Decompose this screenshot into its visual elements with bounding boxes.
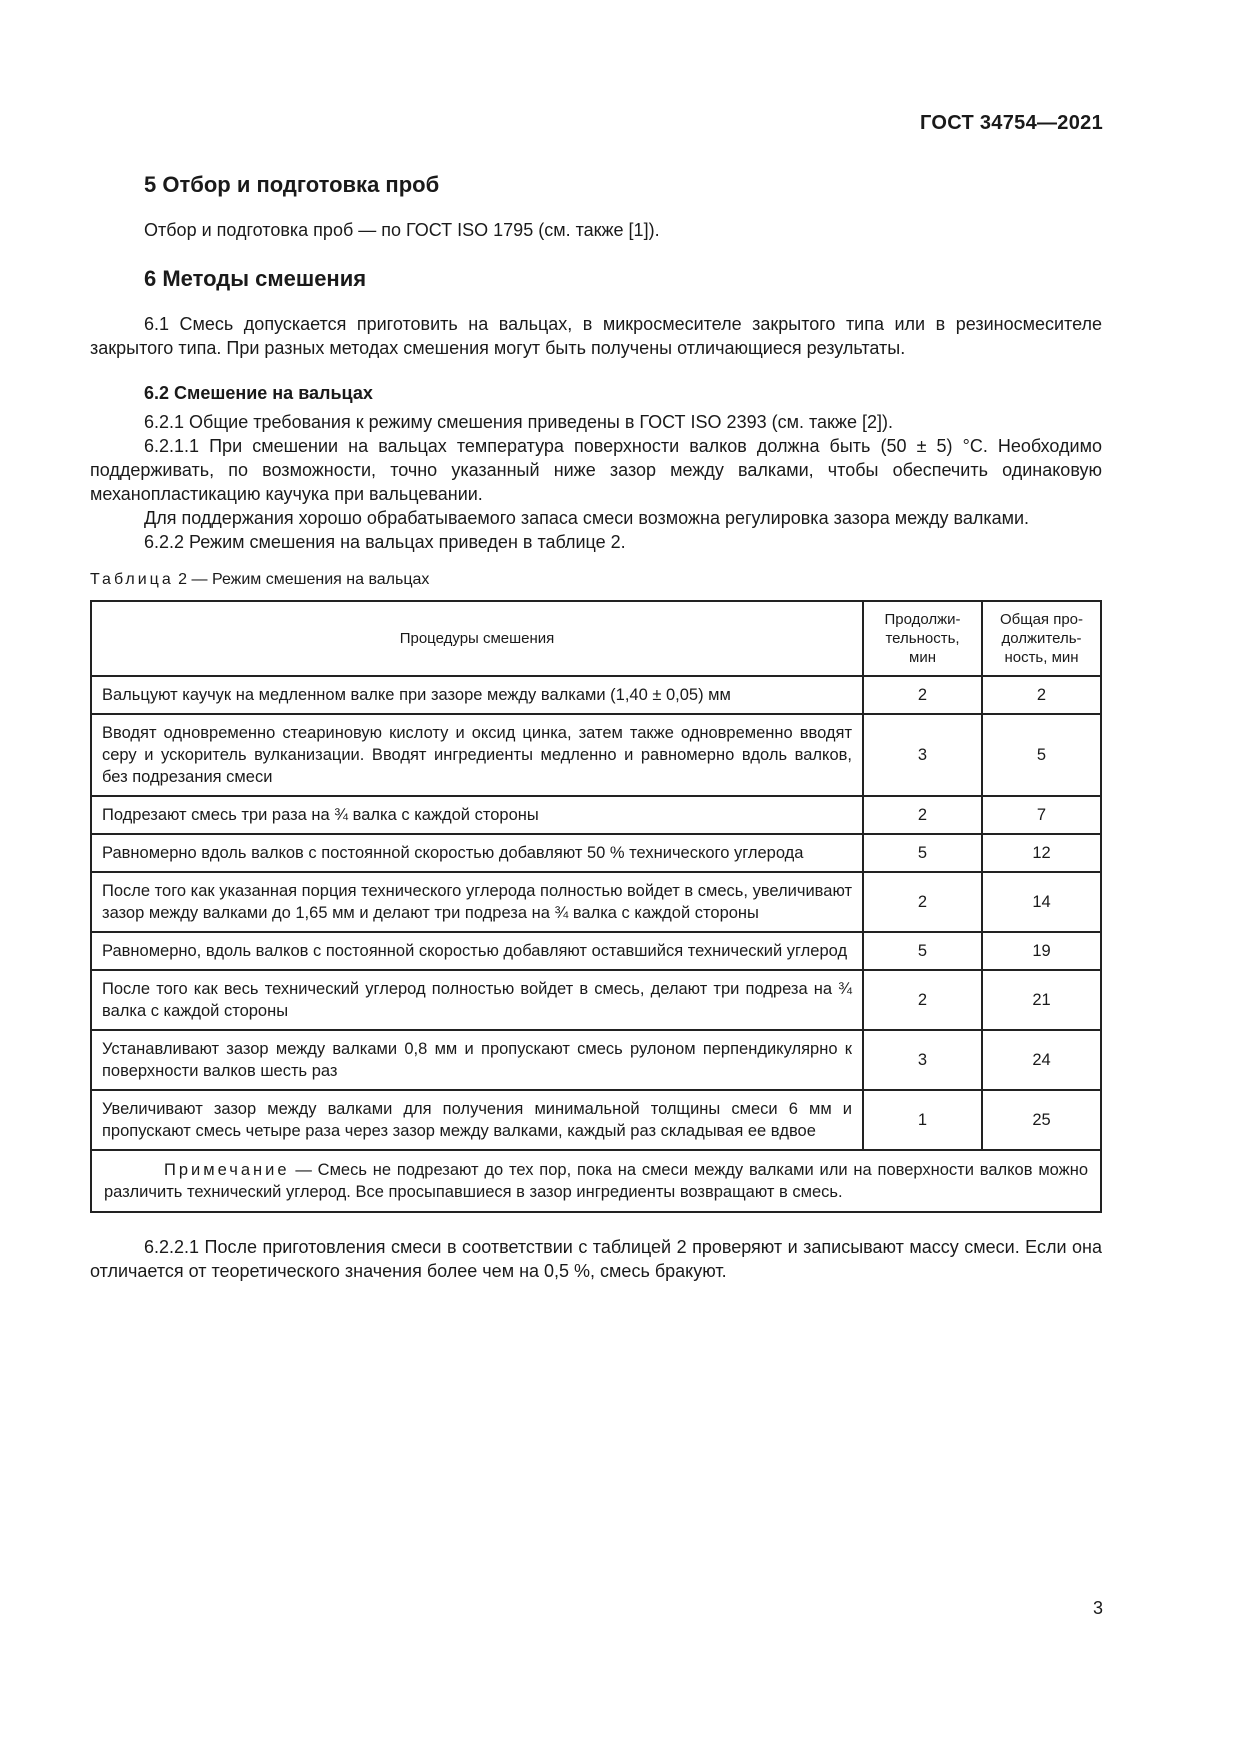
table-note bbox=[91, 1150, 1101, 1212]
table-row bbox=[91, 1090, 1101, 1150]
document-code-header: ГОСТ 34754—2021 bbox=[920, 112, 1103, 134]
procedure-cell: Подрезают смесь три раза на ¾ валка с каждой стороны bbox=[91, 796, 863, 834]
paragraph-6-2-1-1: 6.2.1.1 При смешении на вальцах температура поверхности валков должна быть (50 ± 5) °С. Необходимо поддерживать, по возможности, точно указанный ниже зазор между валками, чтобы обеспечить одинаковую механопластикацию каучука при вальцевании. bbox=[90, 436, 1102, 504]
section-5-title: 5 Отбор и подготовка проб bbox=[144, 172, 440, 197]
table-note-row bbox=[91, 1150, 1101, 1212]
paragraph-6-1: 6.1 Смесь допускается приготовить на вальцах, в микросмесителе закрытого типа или в резиносмесителе закрытого типа. При разных методах смешения могут быть получены отличающиеся результаты. bbox=[90, 314, 1102, 358]
paragraph-6-2-2-1: 6.2.2.1 После приготовления смеси в соответствии с таблицей 2 проверяют и записывают массу смеси. Если она отличается от теоретического значения более чем на 0,5 %, смесь бракуют. bbox=[90, 1237, 1102, 1281]
table-row bbox=[91, 676, 1101, 714]
total-duration-cell: 19 bbox=[982, 932, 1101, 970]
paragraph-6-2-1: 6.2.1 Общие требования к режиму смешения приведены в ГОСТ ISO 2393 (см. также [2]). bbox=[144, 412, 893, 432]
procedure-cell: Вводят одновременно стеариновую кислоту и оксид цинка, затем также одновременно вводят серу и ускоритель вулканизации. Вводят ингредиенты медленно и равномерно вдоль валков, без подрезания смеси bbox=[91, 714, 863, 796]
section-6-title: 6 Методы смешения bbox=[144, 266, 367, 291]
duration-cell: 2 bbox=[863, 796, 982, 834]
mixing-procedure-table bbox=[90, 600, 1102, 1213]
table-row bbox=[91, 714, 1101, 796]
table-body bbox=[91, 676, 1101, 1212]
subsection-6-2-title: 6.2 Смешение на вальцах bbox=[144, 383, 373, 403]
duration-cell: 2 bbox=[863, 970, 982, 1030]
table-row bbox=[91, 932, 1101, 970]
duration-cell: 2 bbox=[863, 872, 982, 932]
duration-cell: 5 bbox=[863, 834, 982, 872]
total-duration-cell: 25 bbox=[982, 1090, 1101, 1150]
table-row bbox=[91, 796, 1101, 834]
table-note-word: Примечание bbox=[164, 1161, 290, 1179]
total-duration-cell: 2 bbox=[982, 676, 1101, 714]
procedure-cell: Вальцуют каучук на медленном валке при зазоре между валками (1,40 ± 0,05) мм bbox=[91, 676, 863, 714]
total-duration-cell: 24 bbox=[982, 1030, 1101, 1090]
procedure-cell: Равномерно вдоль валков с постоянной скоростью добавляют 50 % технического углерода bbox=[91, 834, 863, 872]
header-duration: Продолжи-тельность, мин bbox=[863, 601, 982, 676]
paragraph-6-2-2: 6.2.2 Режим смешения на вальцах приведен в таблице 2. bbox=[144, 532, 626, 552]
duration-cell: 3 bbox=[863, 1030, 982, 1090]
total-duration-cell: 7 bbox=[982, 796, 1101, 834]
duration-cell: 1 bbox=[863, 1090, 982, 1150]
table-header-row bbox=[91, 601, 1101, 676]
total-duration-cell: 5 bbox=[982, 714, 1101, 796]
paragraph-gap-adjustment: Для поддержания хорошо обрабатываемого запаса смеси возможна регулировка зазора между валками. bbox=[144, 508, 1030, 528]
table-caption bbox=[90, 568, 1102, 592]
procedure-cell: После того как указанная порция технического углерода полностью войдет в смесь, увеличивают зазор между валками до 1,65 мм и делают три подреза на ¾ валка с каждой стороны bbox=[91, 872, 863, 932]
page-content bbox=[90, 170, 1102, 1283]
table-caption-word: Таблица bbox=[90, 571, 174, 588]
page-number: 3 bbox=[1092, 1598, 1103, 1618]
table-caption-rest: 2 — Режим смешения на вальцах bbox=[173, 571, 430, 588]
table-row bbox=[91, 872, 1101, 932]
table-row bbox=[91, 834, 1101, 872]
duration-cell: 5 bbox=[863, 932, 982, 970]
duration-cell: 2 bbox=[863, 676, 982, 714]
table-row bbox=[91, 970, 1101, 1030]
total-duration-cell: 14 bbox=[982, 872, 1101, 932]
table-row bbox=[91, 1030, 1101, 1090]
procedure-cell: После того как весь технический углерод полностью войдет в смесь, делают три подреза на ¾ валка с каждой стороны bbox=[91, 970, 863, 1030]
total-duration-cell: 12 bbox=[982, 834, 1101, 872]
procedure-cell: Устанавливают зазор между валками 0,8 мм и пропускают смесь рулоном перпендикулярно к поверхности валков шесть раз bbox=[91, 1030, 863, 1090]
total-duration-cell: 21 bbox=[982, 970, 1101, 1030]
procedure-cell: Равномерно, вдоль валков с постоянной скоростью добавляют оставшийся технический углерод bbox=[91, 932, 863, 970]
section-5-text: Отбор и подготовка проб — по ГОСТ ISO 1795 (см. также [1]). bbox=[144, 220, 660, 240]
header-total-duration: Общая про-должитель-ность, мин bbox=[982, 601, 1101, 676]
header-procedure: Процедуры смешения bbox=[91, 601, 863, 676]
procedure-cell: Увеличивают зазор между валками для получения минимальной толщины смеси 6 мм и пропускают смесь четыре раза через зазор между валками, каждый раз складывая ее вдвое bbox=[91, 1090, 863, 1150]
duration-cell: 3 bbox=[863, 714, 982, 796]
table-note-text: — Смесь не подрезают до тех пор, пока на смеси между валками или на поверхности валков можно различить технический углерод. Все просыпавшиеся в зазор ингредиенты возвращают в смесь. bbox=[104, 1161, 1088, 1201]
